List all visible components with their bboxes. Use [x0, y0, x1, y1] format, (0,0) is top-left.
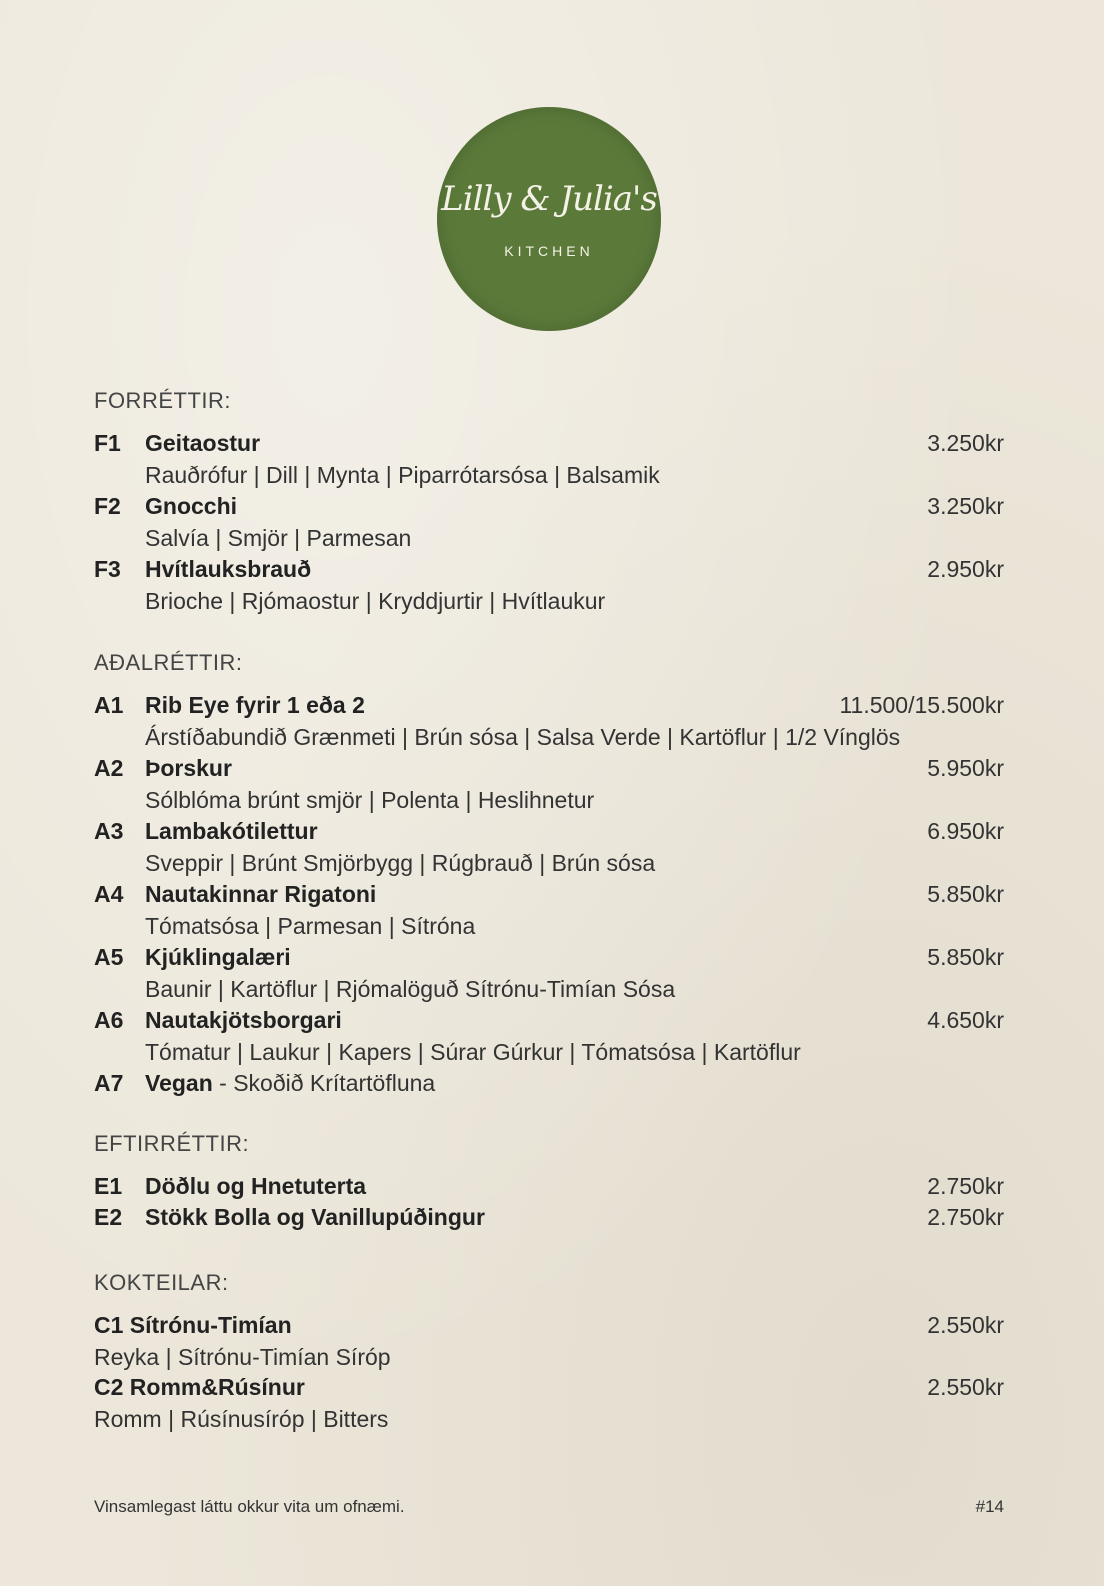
- item-name: Nautakjötsborgari: [145, 1007, 342, 1033]
- item-description: Sólblóma brúnt smjör | Polenta | Heslihnetur: [145, 787, 595, 813]
- item-name: Gnocchi: [145, 493, 238, 519]
- section-title-kokteilar: KOKTEILAR:: [94, 1270, 229, 1295]
- item-code: A7: [94, 1070, 124, 1096]
- item-name: C2 Romm&Rúsínur: [94, 1374, 305, 1400]
- item-description: Reyka | Sítrónu-Timían Síróp: [94, 1344, 391, 1370]
- item-description: Tómatsósa | Parmesan | Sítróna: [145, 913, 476, 939]
- item-code: A3: [94, 818, 124, 844]
- item-name: Geitaostur: [145, 430, 261, 456]
- item-code: A2: [94, 755, 124, 781]
- item-name: Stökk Bolla og Vanillupúðingur: [145, 1204, 485, 1230]
- item-note: - Skoðið Krítartöfluna: [212, 1070, 436, 1096]
- item-name: Þorskur: [145, 755, 232, 781]
- item-price: 2.550kr: [927, 1312, 1004, 1338]
- item-price: 2.750kr: [927, 1173, 1004, 1199]
- item-name: Hvítlauksbrauð: [145, 556, 312, 582]
- item-name: Vegan: [145, 1070, 213, 1096]
- logo-script: Lilly & Julia's: [441, 179, 657, 219]
- item-description: Brioche | Rjómaostur | Kryddjurtir | Hvítlaukur: [145, 588, 606, 614]
- item-code: E1: [94, 1173, 123, 1199]
- item-description: Tómatur | Laukur | Kapers | Súrar Gúrkur | Tómatsósa | Kartöflur: [145, 1039, 801, 1065]
- item-price: 5.850kr: [927, 944, 1004, 970]
- item-description: Romm | Rúsínusíróp | Bitters: [94, 1406, 389, 1432]
- item-code: A5: [94, 944, 124, 970]
- item-description: Baunir | Kartöflur | Rjómalöguð Sítrónu-Timían Sósa: [145, 976, 676, 1002]
- item-price: 5.850kr: [927, 881, 1004, 907]
- item-description: Sveppir | Brúnt Smjörbygg | Rúgbrauð | Brún sósa: [145, 850, 656, 876]
- item-price: 2.950kr: [927, 556, 1004, 582]
- item-price: 4.650kr: [927, 1007, 1004, 1033]
- item-name: Döðlu og Hnetuterta: [145, 1173, 367, 1199]
- item-description: Salvía | Smjör | Parmesan: [145, 525, 412, 551]
- item-price: 3.250kr: [927, 430, 1004, 456]
- item-price: 6.950kr: [927, 818, 1004, 844]
- section-title-forrettir: FORRÉTTIR:: [94, 388, 231, 413]
- item-price: 11.500/15.500kr: [839, 692, 1004, 718]
- item-name-with-note: [145, 1068, 435, 1098]
- item-name: Rib Eye fyrir 1 eða 2: [145, 692, 365, 718]
- item-code: F1: [94, 430, 121, 456]
- logo-subtitle: KITCHEN: [504, 243, 594, 259]
- item-price: 2.750kr: [927, 1204, 1004, 1230]
- item-price: 2.550kr: [927, 1374, 1004, 1400]
- item-description: Árstíðabundið Grænmeti | Brún sósa | Salsa Verde | Kartöflur | 1/2 Vínglös: [145, 724, 901, 750]
- item-price: 5.950kr: [927, 755, 1004, 781]
- item-price: 3.250kr: [927, 493, 1004, 519]
- item-code: A6: [94, 1007, 124, 1033]
- item-code: A4: [94, 881, 124, 907]
- item-name: C1 Sítrónu-Timían: [94, 1312, 292, 1338]
- item-code: E2: [94, 1204, 123, 1230]
- item-name: Lambakótilettur: [145, 818, 318, 844]
- page-number: #14: [975, 1497, 1004, 1516]
- item-code: F2: [94, 493, 121, 519]
- section-title-eftirrettir: EFTIRRÉTTIR:: [94, 1131, 250, 1156]
- item-code: F3: [94, 556, 121, 582]
- section-title-adalrettir: AÐALRÉTTIR:: [94, 650, 243, 675]
- allergy-note: Vinsamlegast láttu okkur vita um ofnæmi.: [94, 1497, 405, 1516]
- item-name: Kjúklingalæri: [145, 944, 291, 970]
- item-description: Rauðrófur | Dill | Mynta | Piparrótarsósa | Balsamik: [145, 462, 660, 488]
- item-code: A1: [94, 692, 124, 718]
- restaurant-logo: [437, 107, 661, 331]
- item-name: Nautakinnar Rigatoni: [145, 881, 377, 907]
